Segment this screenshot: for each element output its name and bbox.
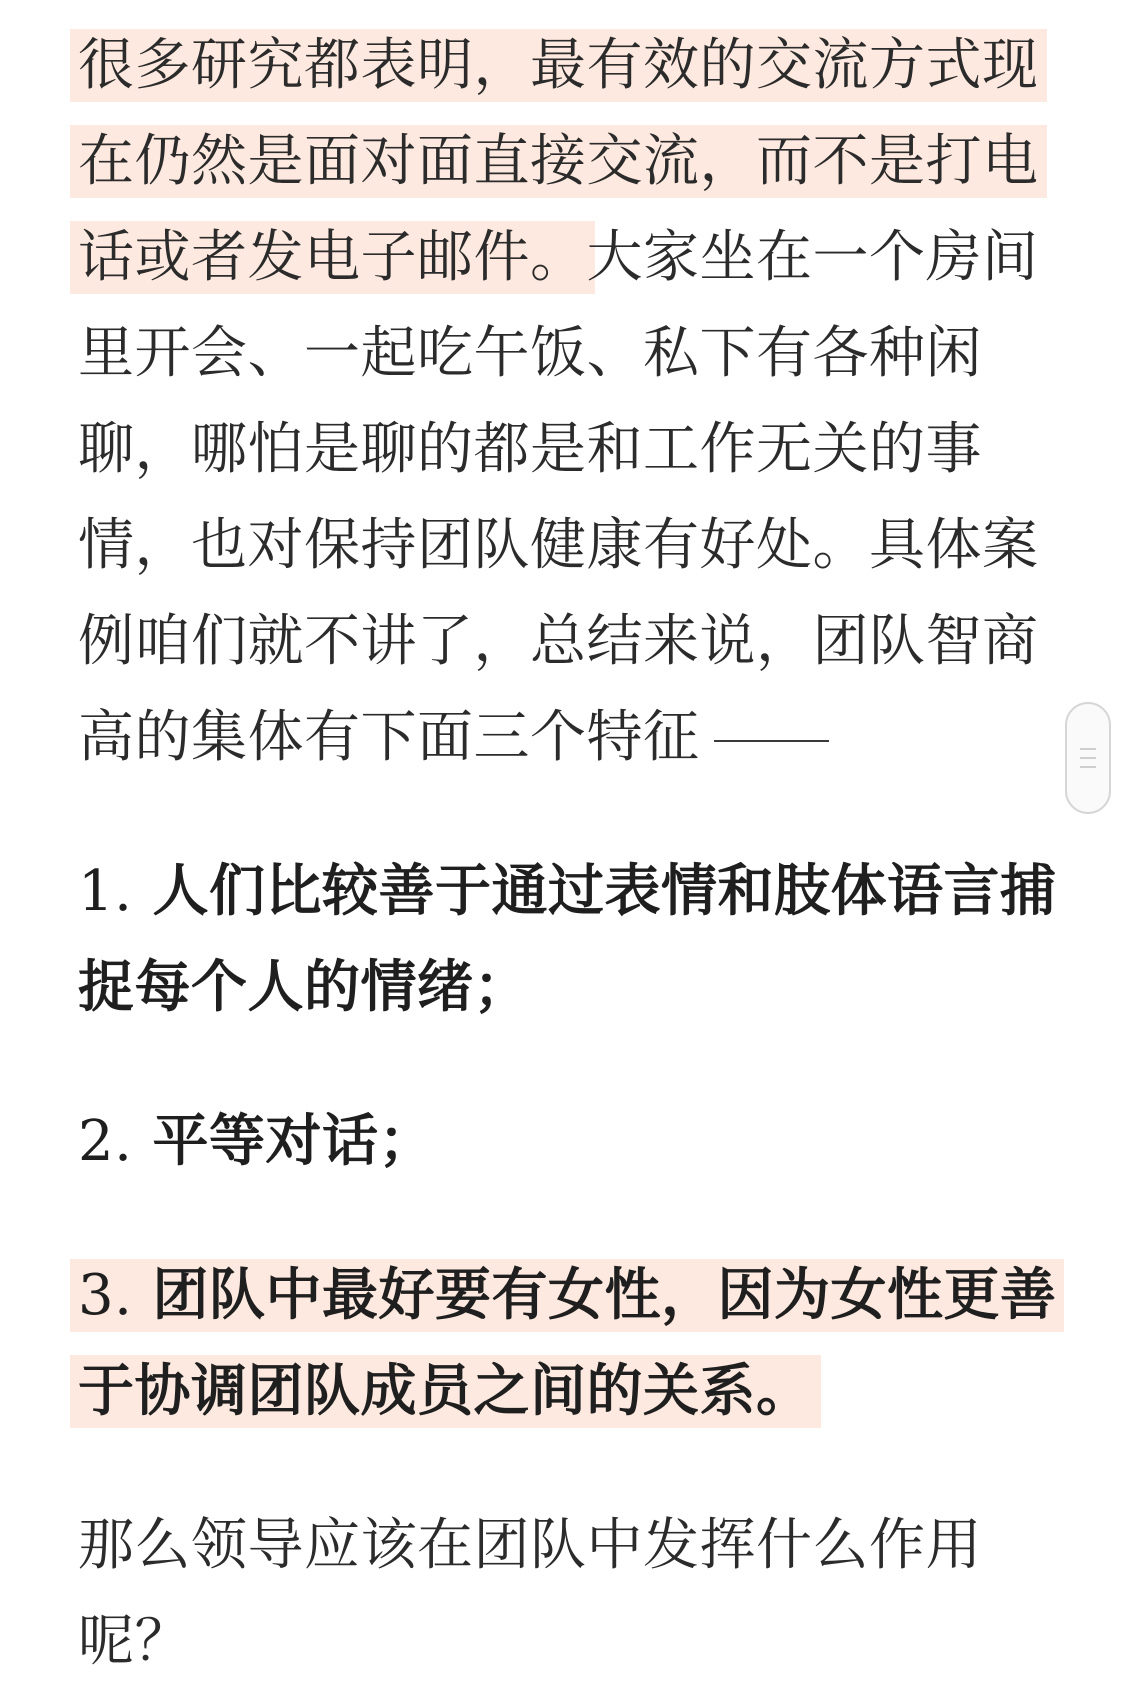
- list-text: 团队中最好要有女性，因为女性更善于协调团队成员之间的关系。: [78, 1263, 1057, 1424]
- grip-icon: [1080, 748, 1096, 768]
- em-dash: [714, 740, 829, 742]
- highlight-passage[interactable]: 很多研究都表明，最有效的交流方式现在仍然是面对面直接交流，而不是打电话或者发电子邮件。: [70, 29, 1047, 294]
- scroll-handle[interactable]: [1065, 702, 1111, 814]
- list-item-3: [78, 1248, 1058, 1440]
- list-number: 1.: [78, 859, 133, 924]
- spacer: [78, 1190, 1058, 1248]
- list-text: 平等对话；: [152, 1109, 435, 1174]
- spacer: [78, 786, 1058, 844]
- article-body: [78, 18, 1058, 1690]
- list-item-1: [78, 844, 1058, 1036]
- question-paragraph: 那么领导应该在团队中发挥什么作用呢？: [78, 1513, 982, 1674]
- list-number: 2.: [78, 1109, 133, 1174]
- intro-paragraph: [78, 18, 1058, 786]
- list-item-2: [78, 1094, 1058, 1190]
- list-number: 3.: [78, 1263, 133, 1328]
- highlight-passage[interactable]: [70, 1259, 1064, 1428]
- spacer: [78, 1036, 1058, 1094]
- list-text: 人们比较善于通过表情和肢体语言捕捉每个人的情绪；: [78, 859, 1057, 1020]
- spacer: [78, 1440, 1058, 1498]
- paragraph-text: 大家坐在一个房间里开会、一起吃午饭、私下有各种闲聊，哪怕是聊的都是和工作无关的事情，也对保持团队健康有好处。具体案例咱们就不讲了，总结来说，团队智商高的集体有下面三个特征: [78, 225, 1039, 770]
